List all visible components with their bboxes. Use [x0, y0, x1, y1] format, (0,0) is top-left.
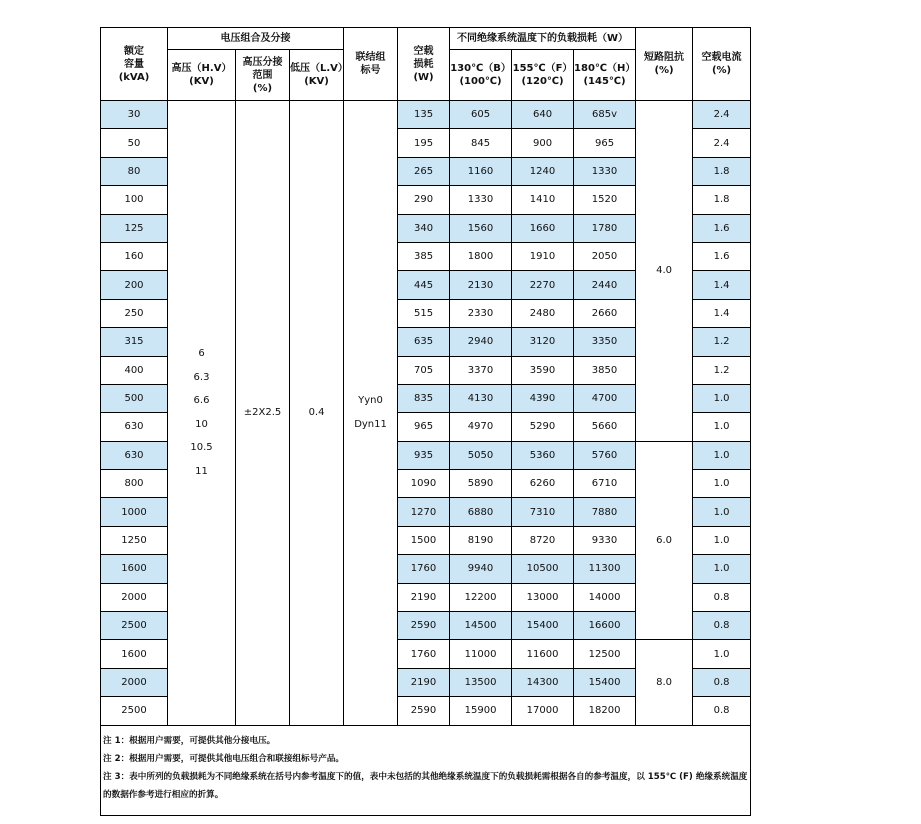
cell-no-load-loss: 935 — [398, 441, 450, 469]
header-text: 联结组 — [355, 52, 386, 63]
cell-no-load-loss: 195 — [398, 129, 450, 157]
cell-load-loss-f: 640 — [512, 101, 574, 129]
header-text: 高压（H.V） — [171, 63, 232, 74]
cell-load-loss-b: 6880 — [450, 498, 512, 526]
cell-load-loss-f: 14300 — [512, 668, 574, 696]
cell-load-loss-b: 12200 — [450, 583, 512, 611]
cell-capacity: 1600 — [101, 640, 168, 668]
header-text: 空载电流 — [701, 52, 742, 63]
hv-value: 6.6 — [193, 395, 210, 407]
note-1: 注 1：根据用户需要，可提供其他分接电压。 — [103, 735, 276, 746]
cell-load-loss-b: 5890 — [450, 470, 512, 498]
header-temp-b — [450, 50, 512, 101]
header-rated-capacity — [101, 28, 168, 101]
cell-load-loss-h: 4700 — [574, 384, 636, 412]
header-text: (KV) — [304, 76, 329, 87]
header-text: 额定 — [124, 45, 144, 57]
cell-load-loss-h: 2050 — [574, 242, 636, 270]
cell-impedance: 6.0 — [636, 441, 693, 640]
cell-load-loss-b: 2130 — [450, 271, 512, 299]
cell-load-loss-h: 2440 — [574, 271, 636, 299]
header-text: (W) — [413, 71, 434, 83]
cell-no-load-loss: 2190 — [398, 668, 450, 696]
cell-capacity: 800 — [101, 470, 168, 498]
cell-no-load-current: 0.8 — [693, 612, 751, 640]
cell-load-loss-f: 3120 — [512, 328, 574, 356]
cell-capacity: 100 — [101, 186, 168, 214]
cell-load-loss-h: 965 — [574, 129, 636, 157]
cell-load-loss-h: 3350 — [574, 328, 636, 356]
cell-load-loss-b: 2330 — [450, 299, 512, 327]
hv-value: 6 — [198, 348, 205, 360]
cell-load-loss-f: 1660 — [512, 214, 574, 242]
cell-load-loss-h: 18200 — [574, 697, 636, 725]
cell-capacity: 1250 — [101, 526, 168, 554]
cell-no-load-current: 2.4 — [693, 101, 751, 129]
cell-no-load-loss: 290 — [398, 186, 450, 214]
table-row — [101, 101, 751, 129]
cell-load-loss-f: 900 — [512, 129, 574, 157]
header-load-loss-group: 不同绝缘系统温度下的负载损耗（W） — [450, 28, 636, 50]
cell-capacity: 160 — [101, 242, 168, 270]
header-no-load-loss — [398, 28, 450, 101]
cell-impedance: 8.0 — [636, 640, 693, 725]
cell-load-loss-h: 2660 — [574, 299, 636, 327]
cell-capacity: 2000 — [101, 668, 168, 696]
cell-load-loss-b: 4970 — [450, 413, 512, 441]
cell-no-load-current: 0.8 — [693, 697, 751, 725]
cell-load-loss-b: 14500 — [450, 612, 512, 640]
header-text: (120℃) — [521, 76, 564, 87]
cell-no-load-loss: 2590 — [398, 612, 450, 640]
cell-impedance: 4.0 — [636, 101, 693, 442]
header-text: 155℃（F） — [512, 63, 573, 74]
cell-no-load-loss: 135 — [398, 101, 450, 129]
cell-no-load-current: 1.0 — [693, 555, 751, 583]
cell-load-loss-b: 605 — [450, 101, 512, 129]
cell-capacity: 200 — [101, 271, 168, 299]
header-voltage-group: 电压组合及分接 — [168, 28, 344, 50]
header-text: 空载 — [413, 45, 434, 57]
cell-load-loss-h: 14000 — [574, 583, 636, 611]
header-temp-f — [512, 50, 574, 101]
cell-capacity: 400 — [101, 356, 168, 384]
cell-no-load-loss: 265 — [398, 157, 450, 185]
hv-value: 6.3 — [193, 371, 210, 383]
cell-no-load-current: 2.4 — [693, 129, 751, 157]
cell-capacity: 125 — [101, 214, 168, 242]
header-temp-h — [574, 50, 636, 101]
cell-no-load-current: 1.0 — [693, 413, 751, 441]
cell-capacity: 30 — [101, 101, 168, 129]
header-text: (%) — [711, 65, 732, 76]
cell-capacity: 50 — [101, 129, 168, 157]
cell-no-load-loss: 965 — [398, 413, 450, 441]
cell-no-load-current: 1.0 — [693, 384, 751, 412]
cell-load-loss-b: 845 — [450, 129, 512, 157]
cell-capacity: 2500 — [101, 612, 168, 640]
cell-load-loss-f: 2480 — [512, 299, 574, 327]
cell-load-loss-f: 5360 — [512, 441, 574, 469]
header-hv — [168, 50, 236, 101]
cell-load-loss-f: 11600 — [512, 640, 574, 668]
hv-value: 10 — [195, 418, 208, 430]
cell-load-loss-f: 1910 — [512, 242, 574, 270]
cell-load-loss-h: 3850 — [574, 356, 636, 384]
cell-no-load-loss: 835 — [398, 384, 450, 412]
cell-no-load-current: 0.8 — [693, 583, 751, 611]
cell-load-loss-b: 11000 — [450, 640, 512, 668]
cell-capacity: 80 — [101, 157, 168, 185]
cell-capacity: 1000 — [101, 498, 168, 526]
cell-load-loss-f: 3590 — [512, 356, 574, 384]
cell-no-load-current: 1.0 — [693, 498, 751, 526]
cell-lv: 0.4 — [290, 101, 344, 726]
header-tap-range — [236, 50, 290, 101]
cell-no-load-loss: 445 — [398, 271, 450, 299]
cell-load-loss-b: 1160 — [450, 157, 512, 185]
transformer-spec-table — [100, 27, 751, 816]
hv-value: 10.5 — [190, 442, 213, 454]
cell-load-loss-b: 8190 — [450, 526, 512, 554]
cell-load-loss-f: 8720 — [512, 526, 574, 554]
cell-load-loss-h: 9330 — [574, 526, 636, 554]
vector-value: Dyn11 — [354, 418, 387, 430]
cell-no-load-loss: 635 — [398, 328, 450, 356]
cell-tap-range: ±2X2.5 — [236, 101, 290, 726]
cell-no-load-loss: 2590 — [398, 697, 450, 725]
header-text: (%) — [252, 82, 273, 94]
cell-load-loss-h: 5760 — [574, 441, 636, 469]
cell-load-loss-b: 1800 — [450, 242, 512, 270]
cell-load-loss-h: 685v — [574, 101, 636, 129]
cell-load-loss-h: 11300 — [574, 555, 636, 583]
header-text: 损耗 — [413, 58, 434, 70]
header-text: 130℃（B） — [450, 63, 511, 74]
header-text: 短路阻抗 — [644, 52, 685, 63]
cell-load-loss-b: 5050 — [450, 441, 512, 469]
cell-capacity: 1600 — [101, 555, 168, 583]
header-text: (KV) — [189, 76, 214, 87]
cell-load-loss-f: 5290 — [512, 413, 574, 441]
cell-no-load-current: 1.8 — [693, 186, 751, 214]
cell-no-load-loss: 2190 — [398, 583, 450, 611]
cell-load-loss-b: 13500 — [450, 668, 512, 696]
cell-load-loss-b: 9940 — [450, 555, 512, 583]
header-lv — [290, 50, 348, 101]
cell-no-load-current: 1.8 — [693, 157, 751, 185]
header-no-load-current — [693, 28, 751, 101]
cell-load-loss-h: 1520 — [574, 186, 636, 214]
cell-hv-values — [168, 101, 236, 726]
cell-no-load-current: 0.8 — [693, 668, 751, 696]
header-text: (145℃) — [583, 76, 626, 87]
cell-no-load-current: 1.6 — [693, 214, 751, 242]
cell-load-loss-f: 2270 — [512, 271, 574, 299]
header-impedance — [636, 28, 693, 101]
header-text: 低压（L.V） — [290, 63, 348, 74]
cell-load-loss-h: 15400 — [574, 668, 636, 696]
cell-no-load-loss: 385 — [398, 242, 450, 270]
cell-no-load-loss: 515 — [398, 299, 450, 327]
cell-load-loss-b: 1330 — [450, 186, 512, 214]
cell-capacity: 500 — [101, 384, 168, 412]
cell-no-load-current: 1.0 — [693, 441, 751, 469]
cell-vector-group — [344, 101, 398, 726]
cell-no-load-loss: 1760 — [398, 555, 450, 583]
cell-no-load-loss: 1500 — [398, 526, 450, 554]
cell-load-loss-b: 15900 — [450, 697, 512, 725]
cell-load-loss-h: 12500 — [574, 640, 636, 668]
cell-capacity: 2500 — [101, 697, 168, 725]
cell-load-loss-h: 1330 — [574, 157, 636, 185]
cell-no-load-loss: 1760 — [398, 640, 450, 668]
cell-load-loss-f: 17000 — [512, 697, 574, 725]
cell-load-loss-f: 6260 — [512, 470, 574, 498]
cell-no-load-loss: 1090 — [398, 470, 450, 498]
note-3: 注 3：表中所列的负载损耗为不同绝缘系统在括号内参考温度下的值，表中未包括的其他绝缘系统温度下的负载损耗需根据各自的参考温度，以 155℃ (F) 绝缘系统温度的数据作参考进行相应的折算。 — [103, 771, 748, 800]
cell-load-loss-h: 6710 — [574, 470, 636, 498]
cell-load-loss-f: 10500 — [512, 555, 574, 583]
cell-no-load-current: 1.0 — [693, 526, 751, 554]
cell-capacity: 630 — [101, 413, 168, 441]
cell-capacity: 2000 — [101, 583, 168, 611]
cell-no-load-current: 1.0 — [693, 470, 751, 498]
cell-load-loss-h: 5660 — [574, 413, 636, 441]
hv-value: 11 — [195, 465, 208, 477]
cell-no-load-current: 1.4 — [693, 271, 751, 299]
header-text: (100℃) — [459, 76, 502, 87]
cell-capacity: 315 — [101, 328, 168, 356]
cell-load-loss-b: 1560 — [450, 214, 512, 242]
header-text: 范围 — [252, 69, 273, 81]
cell-load-loss-f: 1240 — [512, 157, 574, 185]
cell-capacity: 630 — [101, 441, 168, 469]
note-2: 注 2：根据用户需要，可提供其他电压组合和联接组标号产品。 — [103, 753, 345, 764]
vector-value: Yyn0 — [358, 394, 383, 406]
cell-no-load-current: 1.0 — [693, 640, 751, 668]
cell-no-load-current: 1.2 — [693, 356, 751, 384]
cell-load-loss-h: 7880 — [574, 498, 636, 526]
cell-load-loss-b: 3370 — [450, 356, 512, 384]
cell-load-loss-f: 7310 — [512, 498, 574, 526]
notes-cell — [101, 725, 751, 815]
header-text: 容量 — [124, 58, 144, 70]
cell-load-loss-f: 15400 — [512, 612, 574, 640]
cell-no-load-loss: 340 — [398, 214, 450, 242]
header-text: (%) — [654, 65, 674, 76]
header-text: 标号 — [360, 65, 381, 76]
cell-no-load-loss: 1270 — [398, 498, 450, 526]
header-vector-group — [344, 28, 398, 101]
cell-no-load-current: 1.4 — [693, 299, 751, 327]
cell-load-loss-f: 1410 — [512, 186, 574, 214]
cell-load-loss-h: 1780 — [574, 214, 636, 242]
cell-no-load-current: 1.2 — [693, 328, 751, 356]
cell-load-loss-b: 2940 — [450, 328, 512, 356]
cell-no-load-current: 1.6 — [693, 242, 751, 270]
cell-load-loss-h: 16600 — [574, 612, 636, 640]
cell-capacity: 250 — [101, 299, 168, 327]
cell-load-loss-f: 4390 — [512, 384, 574, 412]
cell-load-loss-b: 4130 — [450, 384, 512, 412]
cell-no-load-loss: 705 — [398, 356, 450, 384]
header-text: (kVA) — [118, 71, 150, 83]
header-text: 高压分接 — [242, 56, 283, 68]
header-text: 180℃（H） — [574, 63, 636, 74]
cell-load-loss-f: 13000 — [512, 583, 574, 611]
